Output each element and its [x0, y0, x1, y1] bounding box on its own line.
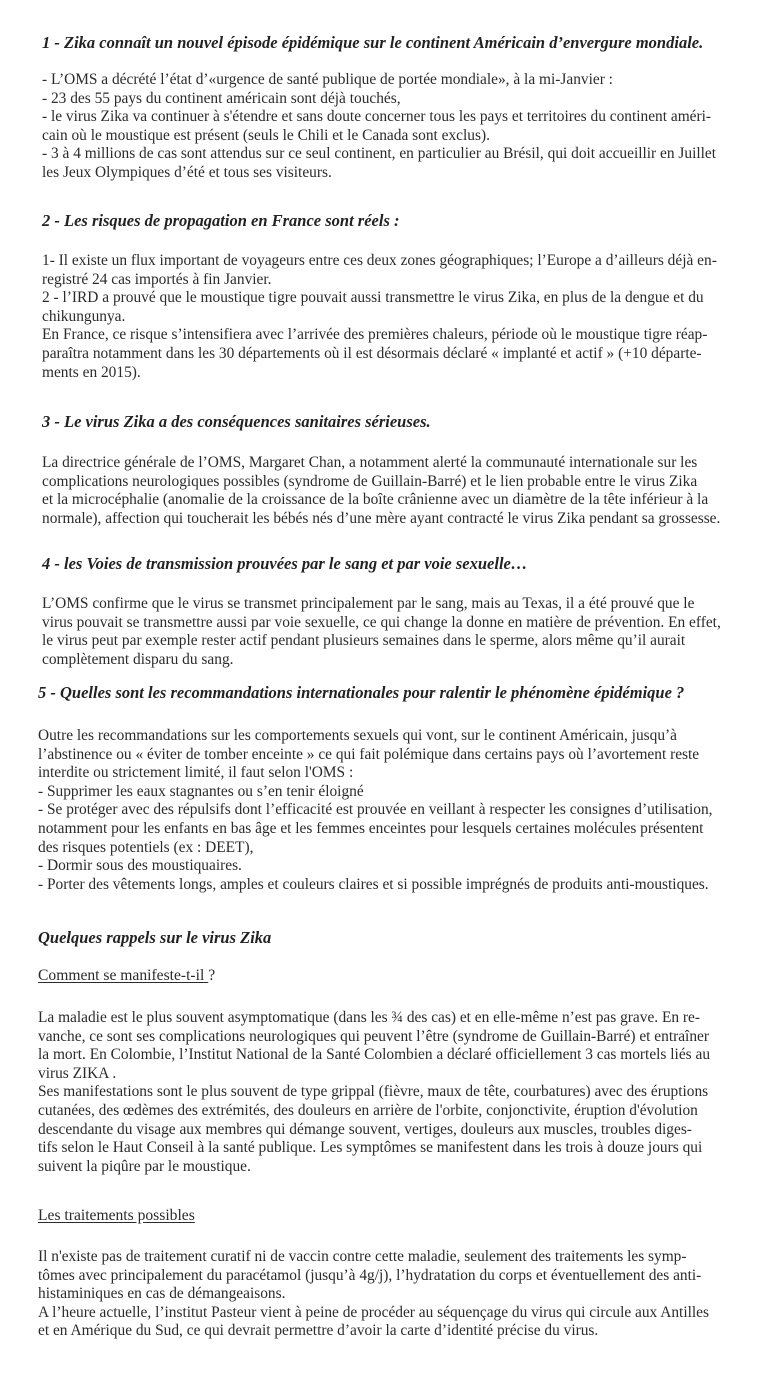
body-line: virus ZIKA .: [38, 1064, 117, 1082]
body-line: complications neurologiques possibles (syndrome de Guillain-Barré) et le lien probable entre le virus Zika: [42, 472, 698, 490]
treatments-subheading: [38, 1206, 195, 1226]
body-line: - 23 des 55 pays du continent américain sont déjà touchés,: [42, 89, 401, 107]
section-5-body: [38, 727, 778, 894]
body-line: vanche, ce sont ses complications neurologiques qui peuvent l’être (syndrome de Guillain-Barré) et entraîner: [38, 1027, 709, 1045]
body-line: En France, ce risque s’intensifiera avec l’arrivée des premières chaleurs, période où le moustique tigre réap-: [42, 326, 708, 344]
section-5-heading: 5 - Quelles sont les recommandations internationales pour ralentir le phénomène épidémique ?: [38, 683, 685, 702]
reminders-heading: Quelques rappels sur le virus Zika: [38, 928, 272, 947]
body-line: normale), affection qui toucherait les bébés nés d’une mère ayant contracté le virus Zika pendant sa grossesse.: [42, 509, 721, 527]
body-line: 1- Il existe un flux important de voyageurs entre ces deux zones géographiques; l’Europe a d’ailleurs déjà en-: [42, 252, 717, 269]
body-line: l’abstinence ou « éviter de tomber enceinte » ce qui fait polémique dans certains pays où l’avortement reste: [38, 745, 700, 763]
body-line: notamment pour les enfants en bas âge et les femmes enceintes pour lesquels certaines molécules présentent: [38, 819, 704, 837]
body-line: - Dormir sous des moustiquaires.: [38, 857, 242, 875]
section-4-body: [42, 595, 780, 669]
treatments-body: [38, 1248, 778, 1341]
body-line: paraîtra notamment dans les 30 départements où il est désormais déclaré « implanté et actif » (+10 départe-: [42, 344, 702, 362]
body-line: A l’heure actuelle, l’institut Pasteur vient à peine de procéder au séquençage du virus qui circule aux Antilles: [38, 1303, 709, 1321]
section-1-body: [42, 71, 780, 183]
body-line: histaminiques en cas de démangeaisons.: [38, 1285, 286, 1303]
body-line: La directrice générale de l’OMS, Margaret Chan, a notamment alerté la communauté internationale sur les: [42, 454, 698, 471]
body-line: le virus peut par exemple rester actif pendant plusieurs semaines dans le sperme, alors même qu’il aurait: [42, 632, 686, 650]
body-line: et la microcéphalie (anomalie de la croissance de la boîte crânienne avec un diamètre de la tête inférieur à la: [42, 491, 709, 509]
section-2-heading: 2 - Les risques de propagation en France sont réels :: [42, 211, 400, 230]
body-line: des risques potentiels (ex : DEET),: [38, 838, 254, 856]
body-line: - L’OMS a décrété l’état d’«urgence de santé publique de portée mondiale», à la mi-Janvier :: [42, 71, 613, 88]
body-line: - 3 à 4 millions de cas sont attendus sur ce seul continent, en particulier au Brésil, qui doit accueillir en Juillet: [42, 145, 717, 163]
body-line: chikungunya.: [42, 307, 126, 325]
manifest-body: [38, 1009, 778, 1176]
treatments-subheading-text: Les traitements possibles: [38, 1207, 195, 1224]
body-line: et en Amérique du Sud, ce qui devrait permettre d’avoir la carte d’identité précise du virus.: [38, 1322, 599, 1340]
body-line: virus pouvait se transmettre aussi par voie sexuelle, ce qui change la donne en matière de prévention. En effet,: [42, 613, 721, 631]
section-3-heading: 3 - Le virus Zika a des conséquences sanitaires sérieuses.: [42, 412, 431, 431]
body-line: Ses manifestations sont le plus souvent de type grippal (fièvre, maux de tête, courbatures) avec des éruptions: [38, 1083, 709, 1101]
manifest-subheading-underlined: Comment se manifeste-t-il: [38, 967, 209, 984]
manifest-subheading: [38, 966, 215, 986]
section-1-heading: 1 - Zika connaît un nouvel épisode épidémique sur le continent Américain d’envergure mondiale.: [42, 33, 704, 52]
manifest-subheading-tail: ?: [208, 967, 216, 984]
body-line: tômes avec principalement du paracétamol (jusqu’à 4g/j), l’hydratation du corps et éventuellement des anti-: [38, 1266, 702, 1284]
body-line: ments en 2015).: [42, 363, 141, 381]
body-line: cutanées, des œdèmes des extrémités, des douleurs en arrière de l'orbite, conjonctivite, éruption d'évolution: [38, 1101, 698, 1119]
body-line: descendante du visage aux membres qui démange souvent, vertiges, douleurs aux muscles, troubles diges-: [38, 1120, 692, 1138]
body-line: Il n'existe pas de traitement curatif ni de vaccin contre cette maladie, seulement des traitements les symp-: [38, 1248, 687, 1265]
body-line: - Porter des vêtements longs, amples et couleurs claires et si possible imprégnés de produits anti-moustiques.: [38, 875, 709, 893]
section-4-heading: 4 - les Voies de transmission prouvées par le sang et par voie sexuelle…: [42, 554, 528, 573]
body-line: - le virus Zika va continuer à s'étendre et sans doute concerner tous les pays et territoires du continent améri-: [42, 108, 712, 126]
body-line: cain où le moustique est présent (seuls le Chili et le Canada sont exclus).: [42, 126, 490, 144]
section-3-body: [42, 454, 780, 528]
body-line: La maladie est le plus souvent asymptomatique (dans les ¾ des cas) et en elle-même n’est pas grave. En re-: [38, 1009, 701, 1026]
body-line: Outre les recommandations sur les comportements sexuels qui vont, sur le continent Américain, jusqu’à: [38, 727, 677, 744]
section-2-body: [42, 252, 780, 382]
body-line: L’OMS confirme que le virus se transmet principalement par le sang, mais au Texas, il a été prouvé que le: [42, 595, 695, 612]
body-line: suivent la piqûre par le moustique.: [38, 1157, 251, 1175]
body-line: la mort. En Colombie, l’Institut National de la Santé Colombien a déclaré officiellement 3 cas mortels liés au: [38, 1046, 711, 1064]
body-line: - Supprimer les eaux stagnantes ou s’en tenir éloigné: [38, 782, 364, 800]
body-line: interdite ou strictement limité, il faut selon l'OMS :: [38, 764, 354, 782]
body-line: 2 - l’IRD a prouvé que le moustique tigre pouvait aussi transmettre le virus Zika, en plus de la dengue et du: [42, 289, 704, 307]
body-line: tifs selon le Haut Conseil à la santé publique. Les symptômes se manifestent dans les trois à douze jours qui: [38, 1139, 703, 1157]
body-line: - Se protéger avec des répulsifs dont l’efficacité est prouvée en veillant à respecter les consignes d’utilisation,: [38, 801, 713, 819]
body-line: les Jeux Olympiques d’été et tous ses visiteurs.: [42, 163, 332, 181]
body-line: complètement disparu du sang.: [42, 650, 234, 668]
body-line: registré 24 cas importés à fin Janvier.: [42, 270, 272, 288]
